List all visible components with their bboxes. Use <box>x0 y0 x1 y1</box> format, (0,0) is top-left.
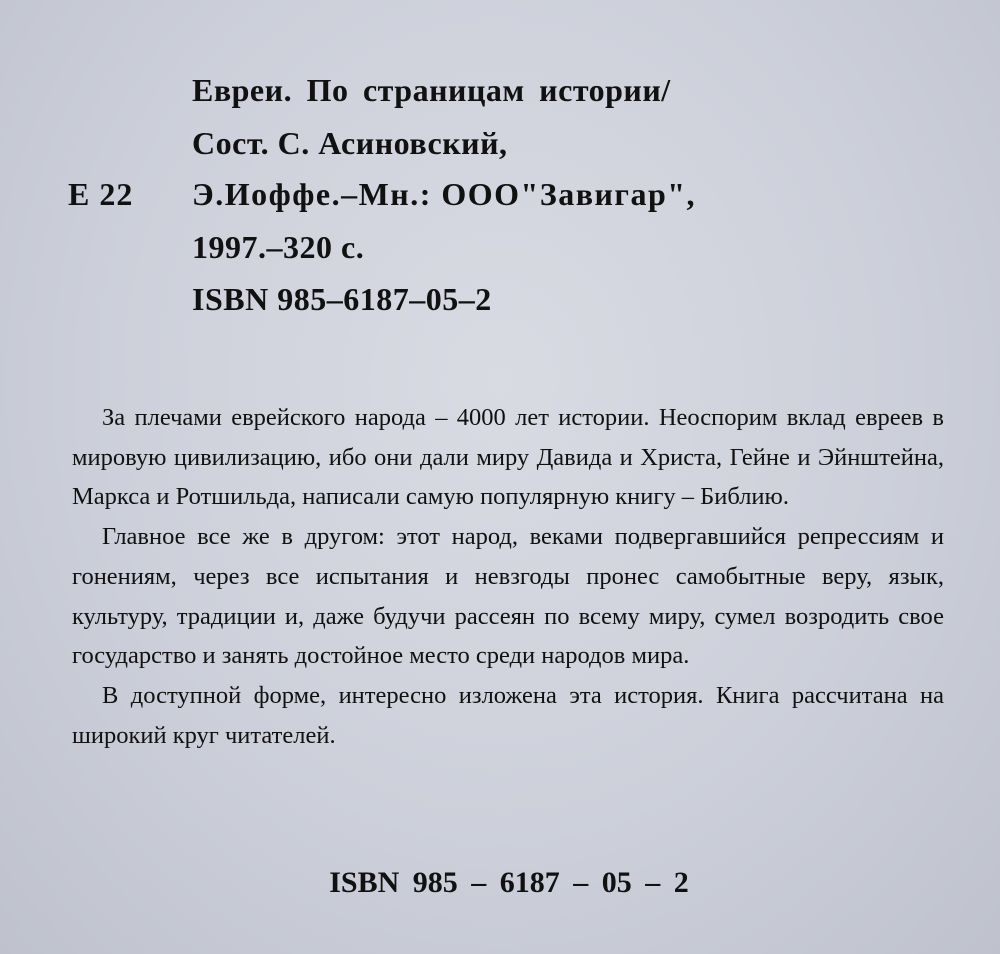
isbn-line: ISBN 985–6187–05–2 <box>192 281 492 317</box>
annotation-paragraph-2: Главное все же в другом: этот народ, веками подвергавшийся репрессиям и гонениям, через все испытания и невзгоды пронес самобытные веру, язык, культуру, традиции и, даже будучи рассеян по всему миру, сумел возродить свое государство и занять достойное место среди народов мира. <box>72 523 944 670</box>
annotation-paragraph-1: За плечами еврейского народа – 4000 лет истории. Неоспорим вклад евреев в мировую цивилизацию, ибо они дали миру Давида и Христа, Гейне и Эйнштейна, Маркса и Ротшильда, написали самую популярную книгу – Библию. <box>72 404 944 511</box>
annotation-text <box>72 398 944 755</box>
compilers-line: Сост. С. Асиновский, <box>192 125 508 161</box>
catalog-code: Е 22 <box>68 176 134 212</box>
publisher-line: Э.Иоффе.–Мн.: ООО"Завигар", <box>192 176 697 212</box>
year-pages-line: 1997.–320 с. <box>192 229 365 265</box>
annotation-paragraph-3: В доступной форме, интересно изложена эта история. Книга рассчитана на широкий круг читателей. <box>72 681 944 749</box>
isbn-footer: ISBN 985 – 6187 – 05 – 2 <box>329 866 689 899</box>
title-line: Евреи. По страницам истории/ <box>192 72 671 108</box>
